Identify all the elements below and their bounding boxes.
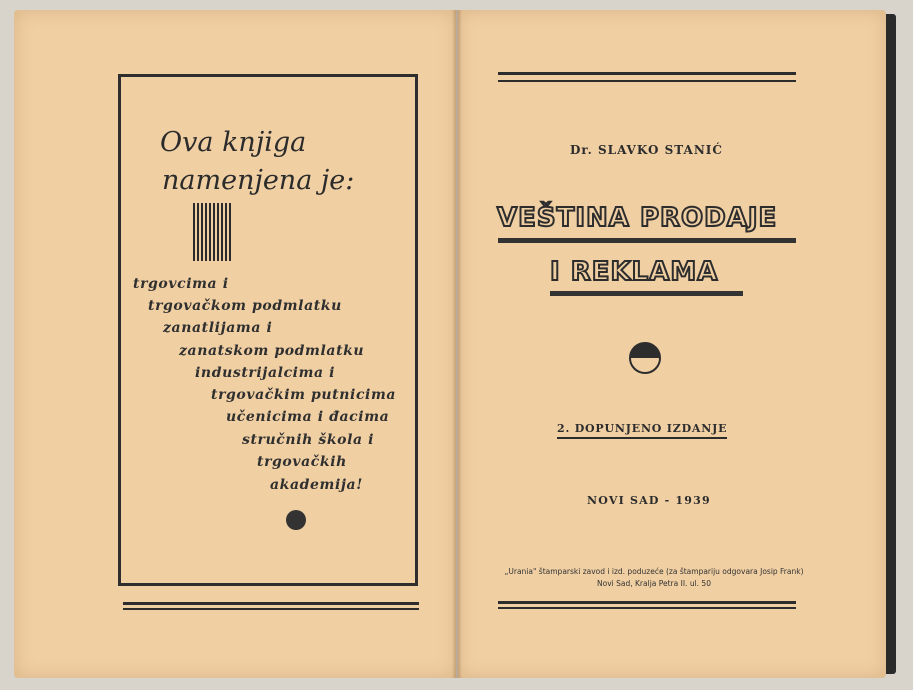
author-name: Dr. SLAVKO STANIĆ <box>570 143 723 157</box>
title-underline1 <box>498 238 796 243</box>
audience-item: zanatlijama i <box>163 320 273 336</box>
printer-line2: Novi Sad, Kralja Petra II. ul. 50 <box>597 579 711 588</box>
bottom-rule <box>498 601 796 609</box>
audience-item: trgovačkom podmlatku <box>148 298 342 314</box>
audience-item: industrijalcima i <box>195 365 336 381</box>
dedication-heading-line2: namenjena je: <box>162 165 355 196</box>
edition-label: 2. DOPUNJENO IZDANJE <box>557 422 727 439</box>
audience-item: trgovcima i <box>133 276 229 292</box>
title-underline2 <box>550 291 743 296</box>
audience-item: zanatskom podmlatku <box>179 343 365 359</box>
dedication-heading-line1: Ova knjiga <box>160 127 307 158</box>
title-line1: VEŠTINA PRODAJE <box>497 203 778 233</box>
left-bottom-rule <box>123 602 419 610</box>
audience-item: trgovačkim putnicima <box>211 387 397 403</box>
book-gutter <box>452 10 462 678</box>
top-rule <box>498 72 796 82</box>
audience-item: akademija! <box>270 477 363 493</box>
audience-item: učenicima i đacima <box>226 409 390 425</box>
striped-ornament <box>193 203 233 261</box>
printer-line1: „Urania" štamparski zavod i izd. poduzeće (za štampariju odgovara Josip Frank) <box>504 567 804 576</box>
half-circle-emblem <box>629 342 661 374</box>
dedication-heading <box>160 124 354 200</box>
book-cover-edge <box>886 14 896 674</box>
audience-item: trgovačkih <box>257 454 347 470</box>
title-line2: I REKLAMA <box>550 257 719 287</box>
audience-item: stručnih škola i <box>242 432 375 448</box>
round-ornament <box>286 510 306 530</box>
place-year: NOVI SAD - 1939 <box>587 494 711 507</box>
